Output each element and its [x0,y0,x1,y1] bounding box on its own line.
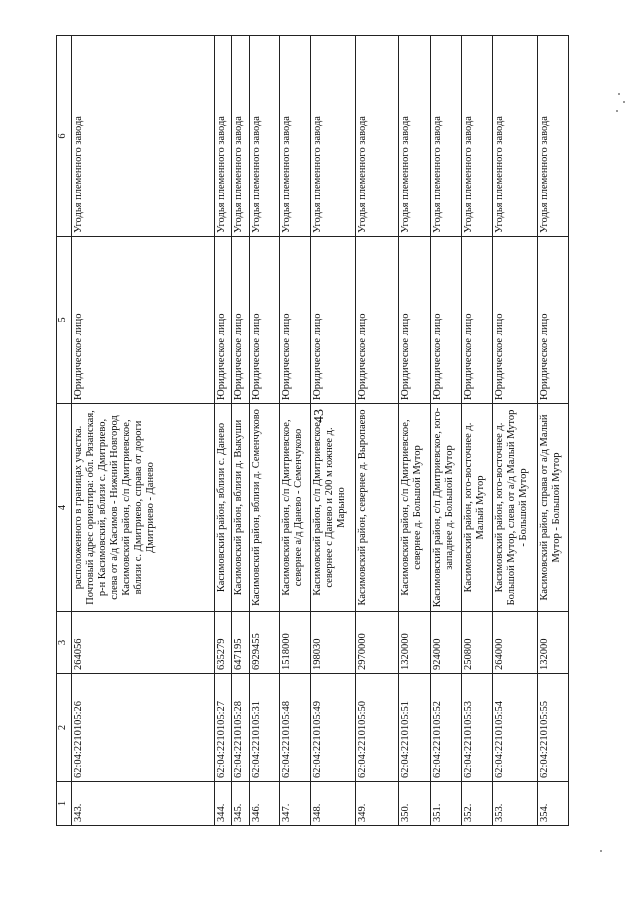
cell-n: 345. [232,782,249,826]
cell-purpose: Угодья племенного завода [537,36,568,237]
cell-n: 353. [492,782,537,826]
table-row [461,36,492,826]
cell-cadastral: 62:04:2210105:52 [430,674,461,782]
cell-area: 2970000 [355,612,399,674]
table-container [56,36,569,826]
table-row [249,36,279,826]
cell-area: 250800 [461,612,492,674]
cell-owner: Юридическое лицо [355,237,399,404]
column-header: 3 [57,612,72,674]
cell-area: 264056 [72,612,215,674]
cell-n: 354. [537,782,568,826]
cell-purpose: Угодья племенного завода [232,36,249,237]
cell-location: Касимовский район, вблизи с. Данево [214,404,231,612]
header-row [57,36,72,826]
scan-speck [623,101,625,103]
cell-n: 348. [310,782,355,826]
cell-owner: Юридическое лицо [492,237,537,404]
cell-owner: Юридическое лицо [310,237,355,404]
table-row [72,36,215,826]
cell-n: 352. [461,782,492,826]
cell-cadastral: 62:04:2210105:51 [399,674,430,782]
scan-speck [600,850,602,852]
cell-location: Касимовский район, вблизи д. Выкуши [232,404,249,612]
cell-location: Касимовский район, юго-восточнее д. Большой Мутор, слева от а/д Малый Мутор - Большой Мутор [492,404,537,612]
cell-cadastral: 62:04:2210105:49 [310,674,355,782]
cell-owner: Юридическое лицо [430,237,461,404]
cell-n: 350. [399,782,430,826]
cell-purpose: Угодья племенного завода [279,36,310,237]
cell-cadastral: 62:04:2210105:26 [72,674,215,782]
cell-owner: Юридическое лицо [399,237,430,404]
cell-area: 6929455 [249,612,279,674]
table-row [492,36,537,826]
cell-purpose: Угодья племенного завода [461,36,492,237]
cell-location: Касимовский район, юго-восточнее д. Малый Мутор [461,404,492,612]
cell-purpose: Угодья племенного завода [214,36,231,237]
cell-area: 635279 [214,612,231,674]
cell-location: расположенного в границах участка. Почтовый адрес ориентира: обл. Рязанская, р-н Касимовский, вблизи с. Дмитриево, слева от а/д Касимов - Нижний Новгород Касимовский район, с/п Дмитриевское, вблизи с. Дмитриево, справа от дороги Дмитриево - Данево [72,404,215,612]
table-row [310,36,355,826]
table-row [232,36,249,826]
cell-area: 264000 [492,612,537,674]
cell-purpose: Угодья племенного завода [492,36,537,237]
table-row [279,36,310,826]
column-header: 4 [57,404,72,612]
cell-owner: Юридическое лицо [72,237,215,404]
table-row [537,36,568,826]
cell-owner: Юридическое лицо [214,237,231,404]
cell-purpose: Угодья племенного завода [355,36,399,237]
cell-area: 198030 [310,612,355,674]
table-row [399,36,430,826]
cell-owner: Юридическое лицо [232,237,249,404]
table-row [355,36,399,826]
column-header: 5 [57,237,72,404]
table-row [430,36,461,826]
cell-area: 1518000 [279,612,310,674]
cell-purpose: Угодья племенного завода [399,36,430,237]
cell-n: 347. [279,782,310,826]
page-number: 43 [312,409,327,423]
cell-location: Касимовский район, с/п Дмитриевское, севернее а/д Данево - Семенчуково [279,404,310,612]
cell-location: Касимовский район, вблизи д. Семенчуково [249,404,279,612]
cell-owner: Юридическое лицо [461,237,492,404]
cell-cadastral: 62:04:2210105:28 [232,674,249,782]
cell-purpose: Угодья племенного завода [72,36,215,237]
column-header: 2 [57,674,72,782]
column-header: 6 [57,36,72,237]
cell-owner: Юридическое лицо [537,237,568,404]
cell-n: 346. [249,782,279,826]
cell-cadastral: 62:04:2210105:27 [214,674,231,782]
cell-area: 924000 [430,612,461,674]
cell-n: 343. [72,782,215,826]
cell-purpose: Угодья племенного завода [430,36,461,237]
cell-owner: Юридическое лицо [249,237,279,404]
cell-n: 344. [214,782,231,826]
cell-n: 351. [430,782,461,826]
scan-speck [618,93,620,95]
cell-cadastral: 62:04:2210105:48 [279,674,310,782]
column-header: 1 [57,782,72,826]
cell-location: Касимовский район, справа от а/д Малый Мутор - Большой Мутор [537,404,568,612]
cell-cadastral: 62:04:2210105:55 [537,674,568,782]
land-plots-table [56,35,569,826]
cell-cadastral: 62:04:2210105:54 [492,674,537,782]
table-row [214,36,231,826]
scan-speck [616,110,618,112]
cell-area: 1320000 [399,612,430,674]
cell-area: 132000 [537,612,568,674]
cell-location: Касимовский район, севернее д. Выропаево [355,404,399,612]
cell-location: Касимовский район, с/п Дмитриевское, севернее с Данево и 200 м южнее д. Марьино [310,404,355,612]
cell-purpose: Угодья племенного завода [310,36,355,237]
cell-location: Касимовский район, с/п Дмитриевское, юго-западнее д. Большой Мутор [430,404,461,612]
cell-location: Касимовский район, с/п Дмитриевское, севернее д. Большой Мутор [399,404,430,612]
cell-purpose: Угодья племенного завода [249,36,279,237]
cell-cadastral: 62:04:2210105:31 [249,674,279,782]
cell-cadastral: 62:04:2210105:50 [355,674,399,782]
cell-cadastral: 62:04:2210105:53 [461,674,492,782]
cell-owner: Юридическое лицо [279,237,310,404]
cell-n: 349. [355,782,399,826]
cell-area: 647195 [232,612,249,674]
